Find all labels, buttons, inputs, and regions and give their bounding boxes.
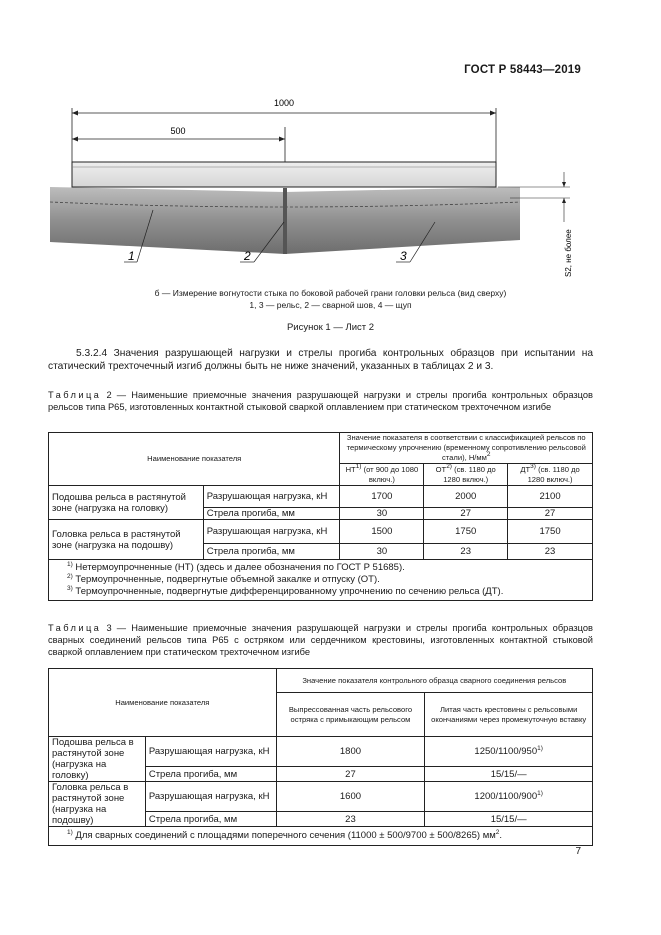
table3-param: Разрушающая нагрузка, кН — [145, 782, 276, 812]
table2-caption — [48, 389, 593, 413]
table3-param: Разрушающая нагрузка, кН — [145, 737, 276, 767]
table3-cell: 15/15/— — [425, 812, 593, 827]
figure-caption-line2: 1, 3 — рельс, 2 — сварной шов, 4 — щуп — [249, 300, 412, 310]
table2-group: Головка рельса в растянутой зоне (нагрузка на подошву) — [49, 520, 204, 560]
table-row — [49, 520, 593, 544]
table3-header-value: Значение показателя контрольного образца сварного соединения рельсов — [276, 669, 592, 693]
table2-sub-dt: ДТ$^{3)}$ (св. 1180 до 1280 включ.) — [508, 464, 593, 486]
figure-title: Рисунок 1 — Лист 2 — [286, 322, 375, 333]
table2-cell: 30 — [340, 544, 424, 560]
table3-sub-2: Литая часть крестовины с рельсовыми окончаниями через промежуточную вставку — [425, 693, 593, 737]
table2-cell: 1750 — [424, 520, 508, 544]
body-paragraph: 5.3.2.4 Значения разрушающей нагрузки и стрелы прогиба контрольных образцов при испытании на статический трехточечный изгиб должны быть не ниже значений, указанных в таблицах 2 и 3. — [48, 348, 593, 372]
table2-cell: 2100 — [508, 486, 593, 508]
table2-caption-text: 2 — Наименьшие приемочные значения разрушающей нагрузки и стрелы прогиба контрольных образцов рельсов типа Р65, изготовленных контактной стыковой сваркой оплавлением при статическом трехточечном изгибе — [48, 390, 593, 412]
table2-cell: 23 — [424, 544, 508, 560]
table2-param: Разрушающая нагрузка, кН — [203, 486, 340, 508]
table3-footnote-1: $^{1)}$ Для сварных соединений с площадями поперечного сечения (11000 ± 500/9700 ± 500/8265) $мм^2$. — [49, 827, 593, 846]
label-1: 1 — [128, 249, 135, 263]
standard-header: ГОСТ Р 58443—2019 — [464, 64, 581, 76]
table3-cell: 1600 — [276, 782, 425, 812]
table3-param: Стрела прогиба, мм — [145, 812, 276, 827]
label-2: 2 — [244, 249, 251, 263]
page-number: 7 — [575, 846, 581, 857]
table-row — [49, 486, 593, 508]
table3-cell: 1250/1100/950$^{1)}$ — [425, 737, 593, 767]
table3-cell: 15/15/— — [425, 767, 593, 782]
table2-header-name: Наименование показателя — [49, 433, 340, 486]
table2-cell: 23 — [508, 544, 593, 560]
table3-sub-1: Выпрессованная часть рельсового остряка с примыкающим рельсом — [276, 693, 425, 737]
table3-caption-text: 3 — Наименьшие приемочные значения разрушающей нагрузки и стрелы прогиба контрольных образцов сварных соединений рельсов типа Р65 с остряком или сердечником крестовины, изготовленных контактной стыковой сваркой оплавлением при статическом трехточечном изгибе — [48, 623, 593, 657]
weld-seam — [283, 188, 287, 254]
table3-cell: 1200/1100/900$^{1)}$ — [425, 782, 593, 812]
table2-param: Стрела прогиба, мм — [203, 544, 340, 560]
table2-cell: 30 — [340, 508, 424, 520]
table2-caption-prefix: Таблица — [48, 390, 102, 400]
s2-label: S2, не более — [564, 229, 573, 277]
table2-cell: 1700 — [340, 486, 424, 508]
table2-footnote-1: $^{1)}$ Нетермоупрочненные (НТ) (здесь и далее обозначения по ГОСТ Р 51685). — [67, 561, 405, 573]
table2-footnotes — [49, 560, 593, 601]
table2-cell: 27 — [424, 508, 508, 520]
rail-right — [285, 187, 520, 254]
table2-cell: 1500 — [340, 520, 424, 544]
rail-joint-figure — [40, 92, 630, 287]
table2 — [48, 432, 593, 601]
table3-caption-prefix: Таблица — [48, 623, 102, 633]
table2-footnote-3: $^{3)}$ Термоупрочненные, подвергнутые дифференцированному упрочнению по сечению рельса (ДТ). — [67, 585, 504, 597]
table2-cell: 2000 — [424, 486, 508, 508]
table3-header-name: Наименование показателя — [49, 669, 277, 737]
table2-cell: 27 — [508, 508, 593, 520]
table3-cell: 1800 — [276, 737, 425, 767]
table2-cell: 1750 — [508, 520, 593, 544]
table2-param: Стрела прогиба, мм — [203, 508, 340, 520]
table3-cell: 23 — [276, 812, 425, 827]
measuring-bar — [72, 162, 496, 187]
table2-footnote-2: $^{2)}$ Термоупрочненные, подвергнутые объемной закалке и отпуску (ОТ). — [67, 573, 380, 585]
table3-param: Стрела прогиба, мм — [145, 767, 276, 782]
table3-cell: 27 — [276, 767, 425, 782]
dim-1000-label: 1000 — [273, 98, 295, 108]
figure-caption — [0, 287, 661, 311]
rail-left — [50, 187, 285, 254]
table3-group: Головка рельса в растянутой зоне (нагрузка на подошву) — [49, 782, 146, 827]
table2-sub-nt: НТ$^{1)}$ (от 900 до 1080 включ.) — [340, 464, 424, 486]
figure-caption-line1: б — Измерение вогнутости стыка по боковой рабочей грани головки рельса (вид сверху) — [154, 288, 507, 298]
table3-caption — [48, 622, 593, 658]
table2-header-value: Значение показателя в соответствии с классификацией рельсов по термическому упрочнению (временному сопротивлению рельсовой стали), $Н/мм^2$ — [340, 433, 593, 464]
table2-group: Подошва рельса в растянутой зоне (нагрузка на головку) — [49, 486, 204, 520]
table2-sub-ot: ОТ$^{2)}$ (св. 1180 до 1280 включ.) — [424, 464, 508, 486]
table-row — [49, 782, 593, 812]
dim-500-label: 500 — [170, 126, 186, 136]
table2-param: Разрушающая нагрузка, кН — [203, 520, 340, 544]
label-3: 3 — [400, 249, 407, 263]
table3-group: Подошва рельса в растянутой зоне (нагрузка на головку) — [49, 737, 146, 782]
table3 — [48, 668, 593, 846]
table-row — [49, 737, 593, 767]
